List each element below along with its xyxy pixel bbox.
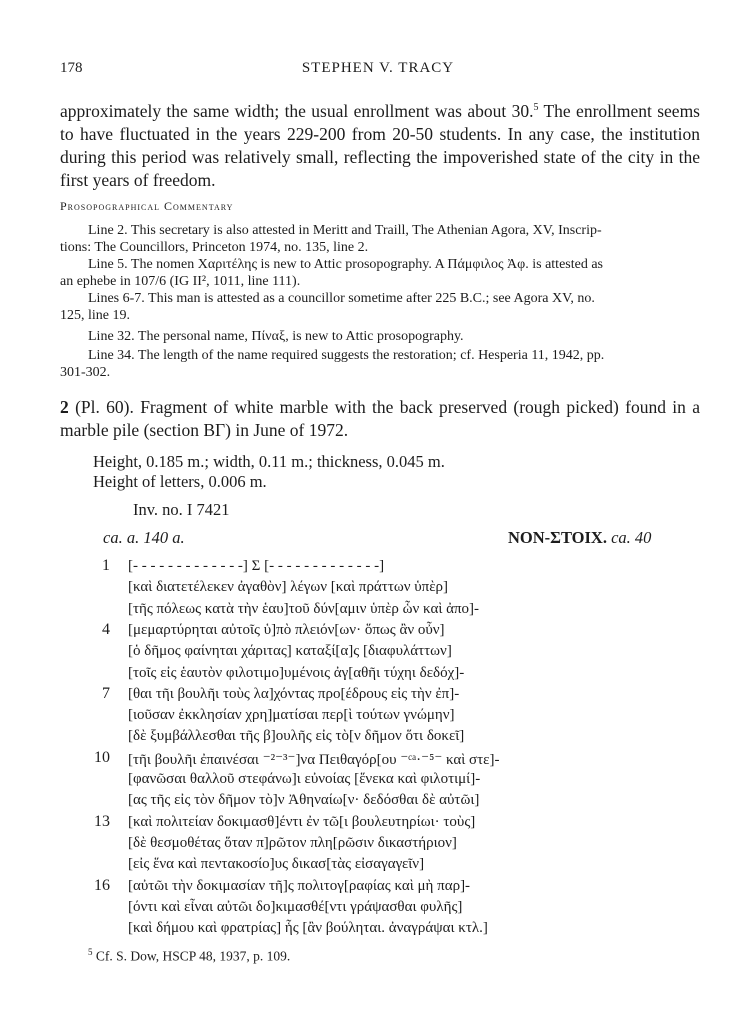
- footnote-marker: 5: [88, 947, 93, 957]
- inscription-line: [όντι καὶ εἶναι αὐτῶι δο]κιμασθέ[ντι γράψασθαι φυλῆς]: [128, 898, 463, 915]
- section-title: Prosopographical Commentary: [60, 199, 234, 213]
- line-number: 7: [102, 684, 110, 702]
- inscription-line: [καὶ διατετέλεκεν ἀγαθὸν] λέγων [καὶ πράττων ὑπὲρ]: [128, 579, 449, 596]
- line-number: 1: [102, 557, 110, 574]
- inscription-line: [τοῖς εἰς ἑαυτὸν φιλοτιμο]υμένοις ἀγ[αθῆι τύχηι δεδόχ]-: [128, 664, 465, 681]
- inscription-line: [καὶ πολιτείαν δοκιμασθ]έντι ἐν τῶ[ι βουλευτηρίωι· τοὺς]: [128, 813, 476, 830]
- commentary-line: Line 32. The personal name, Πίναξ, is new to Attic prosopography.: [88, 329, 464, 344]
- inscription-line: [δὲ ξυμβάλλεσθαι τῆς β]ουλῆς εἰς τὸ[ν δῆμον ὅτι δοκεῖ]: [128, 728, 465, 745]
- footnote-ref: 5: [533, 102, 539, 113]
- entry-heading: [60, 396, 700, 442]
- inscription-line: [καὶ δήμου καὶ φρατρίας] ἧς [ἂν βούληται. ἀναγράψαι κτλ.]: [128, 920, 488, 937]
- style-count: ca. 40: [606, 528, 652, 547]
- intro-paragraph: [60, 96, 700, 192]
- dimensions: Height, 0.185 m.; width, 0.11 m.; thickness, 0.045 m.: [93, 452, 445, 471]
- line-number: 4: [102, 620, 110, 638]
- inscription-line: [θαι τῆι βουλῆι τοὺς λα]χόντας προ[έδρους εἰς τὴν ἐπ]-: [128, 685, 460, 702]
- commentary-line: Line 5. The nomen Χαριτέλης is new to Attic prosopography. A Πάμφιλος Ἀφ. is attested as: [88, 257, 603, 272]
- inscription-line: [ας τῆς εἰς τὸν δῆμον τὸ]ν Ἀθηναίω[ν· δεδόσθαι δὲ αὐτῶι]: [128, 792, 480, 809]
- letter-height: Height of letters, 0.006 m.: [93, 472, 267, 491]
- commentary-line: tions: The Councillors, Princeton 1974, no. 135, line 2.: [60, 240, 369, 255]
- commentary-line: Line 2. This secretary is also attested in Meritt and Traill, The Athenian Agora, XV, Inscrip-: [88, 223, 602, 238]
- date-label: ca. a. 140 a.: [103, 528, 185, 547]
- footnote-text: Cf. S. Dow, HSCP 48, 1937, p. 109.: [92, 948, 291, 964]
- entry-description: (Pl. 60). Fragment of white marble with the back preserved (rough picked) found in a marble pile (section ΒΓ) in June of 1972.: [60, 397, 700, 440]
- entry-number: 2: [60, 397, 69, 417]
- commentary-line: an ephebe in 107/6 (IG II², 1011, line 111).: [60, 274, 301, 289]
- footnote: [88, 947, 290, 965]
- inscription-line: [φανῶσαι θαλλοῦ στεφάνω]ι εὐνοίας [ἕνεκα καὶ φιλοτιμί]-: [128, 771, 481, 787]
- commentary-line: Lines 6-7. This man is attested as a councillor sometime after 225 B.C.; see Agora XV, no.: [88, 291, 595, 306]
- stoichedon-label: [508, 528, 651, 548]
- style-bold: NON-ΣΤΟΙΧ.: [508, 528, 607, 547]
- line-number: 16: [94, 876, 110, 894]
- inscription-line: [τῆι βουλῆι ἐπαινέσαι ⁻²⁻³⁻]να Πειθαγόρ[ου ⁻ᶜᵃ·⁻⁵⁻ καὶ στε]-: [128, 751, 500, 768]
- commentary-line: Line 34. The length of the name required suggests the restoration; cf. Hesperia 11, 1942, pp.: [88, 348, 605, 363]
- intro-text-b: The enrollment seems to have fluctuated in the years 229-200 from 20-50 students. In any case, the institution during this period was relatively small, reflecting the impoverished state of the city in the first years of freedom.: [60, 100, 700, 190]
- inscription-line: [τῆς πόλεως κατὰ τὴν ἑαυ]τοῦ δύν[αμιν ὑπὲρ ὧν καὶ ἀπο]-: [128, 600, 480, 617]
- line-number: 10: [94, 748, 110, 766]
- inscription-line: [ὁ δῆμος φαίνηται χάριτας] καταξί[α]ς [διαφυλάττων]: [128, 643, 452, 660]
- inscription-line: [μεμαρτύρηται αὐτοῖς ὑ]πὸ πλειόν[ων· ὅπως ἂν οὖν]: [128, 621, 445, 638]
- running-head: STEPHEN V. TRACY: [301, 60, 455, 76]
- inventory-number: Inv. no. I 7421: [133, 500, 230, 519]
- commentary-line: 301-302.: [60, 365, 111, 380]
- inscription-line: [δὲ θεσμοθέτας ὅταν π]ρῶτον πλη[ρῶσιν δικαστήριον]: [128, 834, 457, 851]
- commentary-line: 125, line 19.: [60, 308, 130, 323]
- line-number: 13: [94, 812, 110, 830]
- inscription-line: [αὐτῶι τὴν δοκιμασίαν τῆ]ς πολιτογ[ραφίας καὶ μὴ παρ]-: [128, 877, 471, 894]
- intro-text-a: approximately the same width; the usual enrollment was about 30.: [60, 100, 534, 121]
- page-number: 178: [60, 60, 83, 76]
- inscription-line: [ιοῦσαν ἐκκλησίαν χρη]ματίσαι περ[ὶ τούτων γνώμην]: [128, 707, 455, 724]
- inscription-line: [εἰς ἕνα καὶ πεντακοσίο]υς δικασ[τὰς εἰσαγαγεῖν]: [128, 856, 425, 873]
- inscription-line: [- - - - - - - - - - - - -] Σ [- - - - - - - - - - - - -]: [128, 558, 385, 574]
